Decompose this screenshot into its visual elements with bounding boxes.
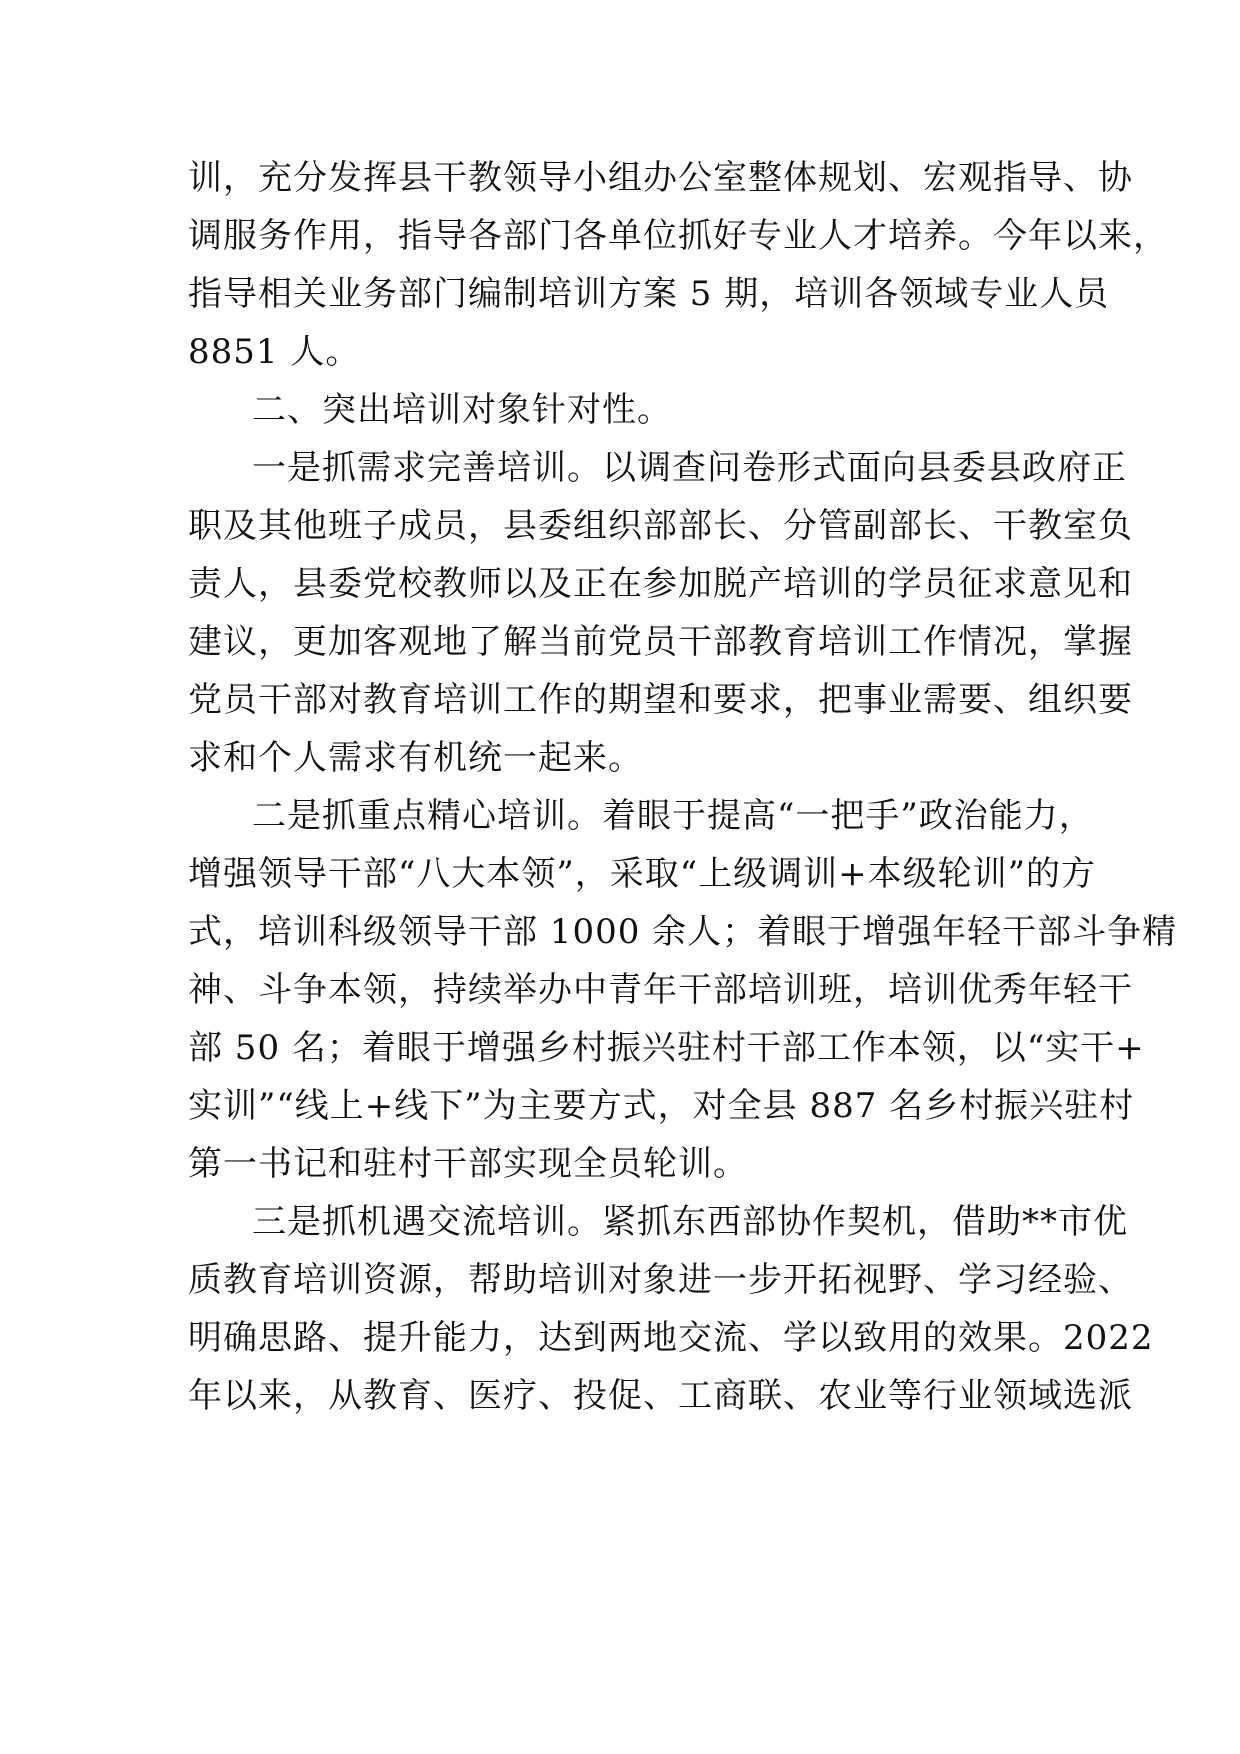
text-line: 职及其他班子成员，县委组织部部长、分管副部长、干教室负 — [188, 506, 1133, 546]
text-line: 明确思路、提升能力，达到两地交流、学以致用的效果。2022 — [188, 1318, 1154, 1358]
paragraph-start: 三是抓机遇交流培训。紧抓东西部协作契机，借助**市优 — [252, 1202, 1128, 1242]
text-line: 神、斗争本领，持续举办中青年干部培训班，培训优秀年轻干 — [188, 970, 1133, 1010]
text-line: 式，培训科级领导干部 1000 余人；着眼于增强年轻干部斗争精 — [188, 912, 1178, 952]
text-line: 质教育培训资源，帮助培训对象进一步开拓视野、学习经验、 — [188, 1260, 1133, 1300]
paragraph-start: 二是抓重点精心培训。着眼于提高“一把手”政治能力， — [252, 796, 1094, 836]
text-line: 年以来，从教育、医疗、投促、工商联、农业等行业领域选派 — [188, 1376, 1133, 1416]
paragraph-start: 一是抓需求完善培训。以调查问卷形式面向县委县政府正 — [252, 448, 1127, 488]
text-line: 8851 人。 — [188, 332, 361, 372]
text-line: 部 50 名；着眼于增强乡村振兴驻村干部工作本领，以“实干+ — [188, 1028, 1145, 1068]
text-line: 指导相关业务部门编制培训方案 5 期，培训各领域专业人员 — [188, 274, 1110, 314]
text-line: 党员干部对教育培训工作的期望和要求，把事业需要、组织要 — [188, 680, 1133, 720]
text-line: 责人，县委党校教师以及正在参加脱产培训的学员征求意见和 — [188, 564, 1133, 604]
section-heading: 二、突出培训对象针对性。 — [252, 390, 672, 430]
text-line: 调服务作用，指导各部门各单位抓好专业人才培养。今年以来， — [188, 216, 1168, 256]
text-line: 建议，更加客观地了解当前党员干部教育培训工作情况，掌握 — [188, 622, 1133, 662]
text-line: 实训”“线上+线下”为主要方式，对全县 887 名乡村振兴驻村 — [188, 1086, 1135, 1126]
text-line: 增强领导干部“八大本领”，采取“上级调训+本级轮训”的方 — [188, 854, 1097, 894]
text-line: 训，充分发挥县干教领导小组办公室整体规划、宏观指导、协 — [188, 158, 1133, 198]
text-line: 第一书记和驻村干部实现全员轮训。 — [188, 1144, 748, 1184]
text-line: 求和个人需求有机统一起来。 — [188, 738, 643, 778]
